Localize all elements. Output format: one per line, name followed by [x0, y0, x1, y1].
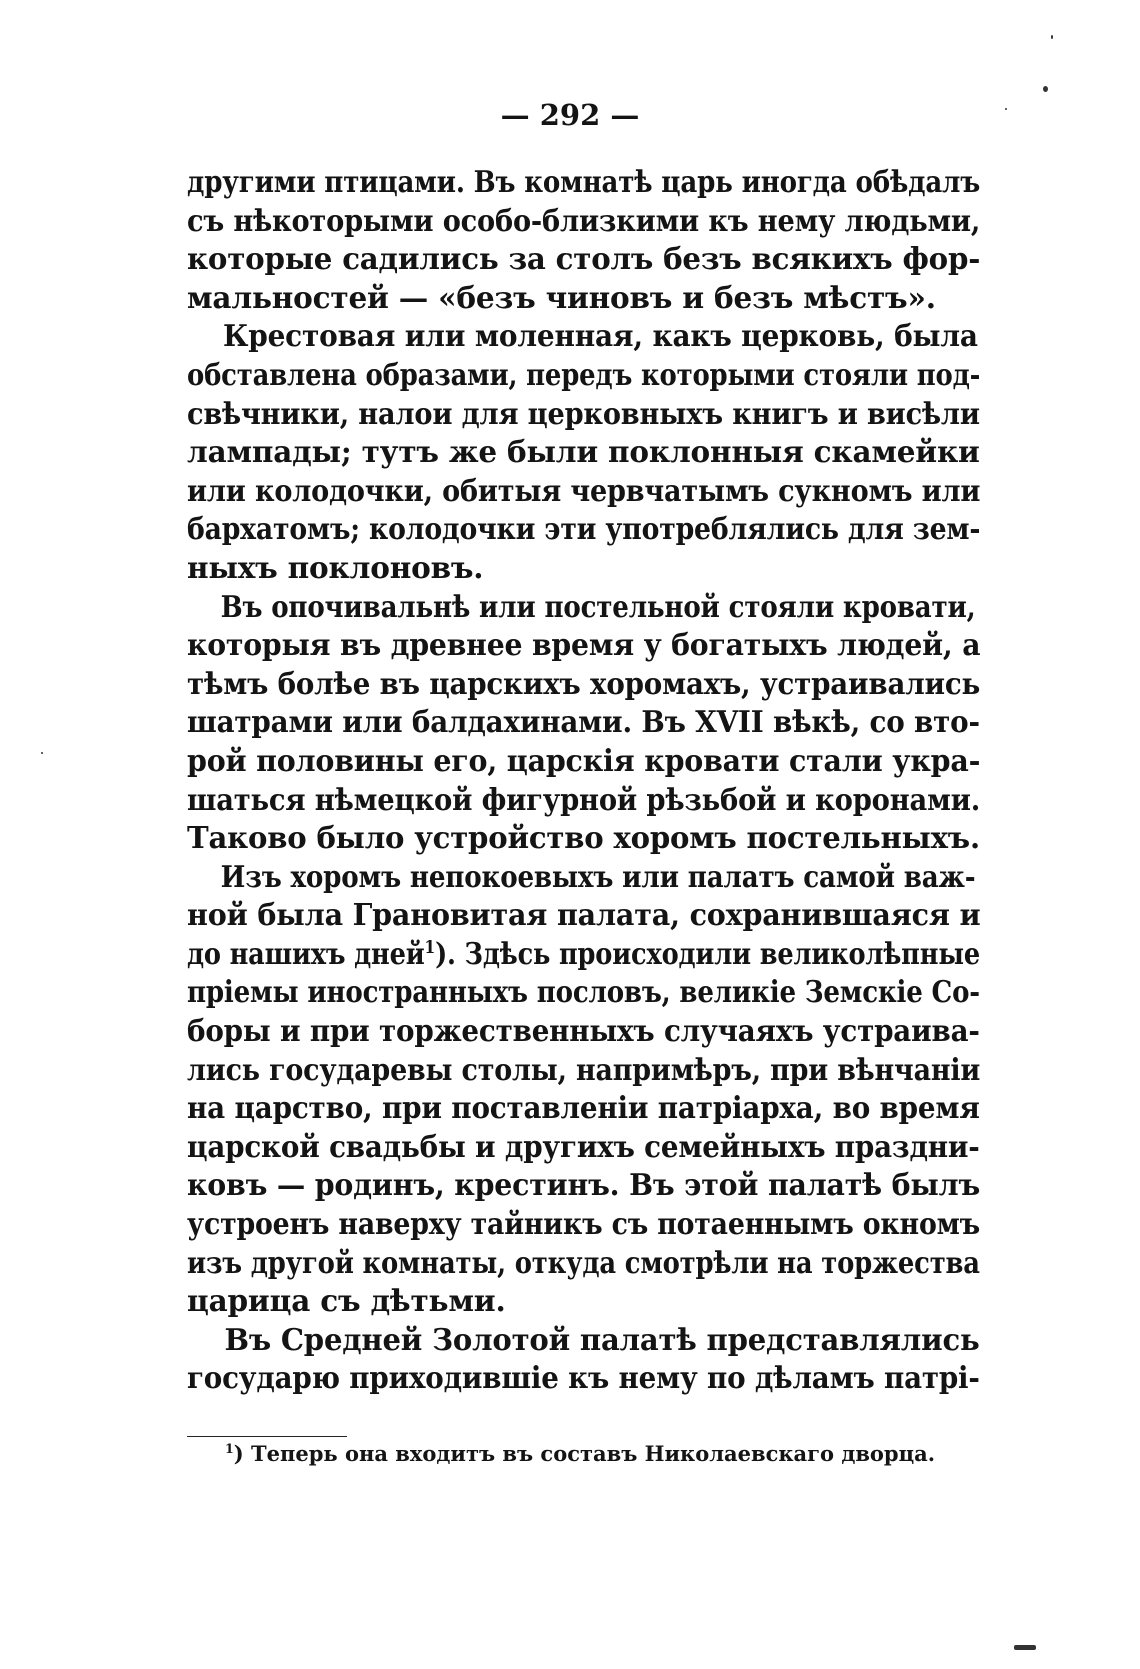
print-speck	[1005, 108, 1007, 110]
text-line: шатрами или балдахинами. Въ XVII вѣкѣ, со вто-	[187, 704, 980, 740]
print-speck	[41, 752, 43, 754]
text-line: Въ Средней Золотой палатѣ представлялись	[224, 1321, 980, 1357]
text-fragment: ). Здѣсь происходили великолѣпные	[435, 935, 980, 971]
text-line: другими птицами. Въ комнатѣ царь иногда обѣдалъ	[187, 164, 981, 199]
text-line: или колодочки, обитыя червчатымъ сукномъ или	[187, 472, 981, 508]
text-line: лампады; тутъ же были поклонныя скамейки	[187, 434, 980, 470]
text-line: Изъ хоромъ непокоевыхъ или палатъ самой важ-	[220, 858, 976, 894]
page-number: — 292 —	[500, 98, 640, 132]
print-speck	[1014, 1645, 1036, 1650]
footnote	[225, 1441, 935, 1466]
text-line-with-footnote	[187, 935, 980, 974]
text-line: свѣчники, налои для церковныхъ книгъ и висѣли	[187, 395, 980, 431]
text-line: мальностей — «безъ чиновъ и безъ мѣстъ».	[187, 279, 936, 315]
text-line: шаться нѣмецкой фигурной рѣзьбой и коронами.	[187, 781, 981, 817]
text-line: Крестовая или моленная, какъ церковь, была	[222, 318, 978, 354]
text-line: царица съ дѣтьми.	[187, 1283, 506, 1319]
text-line: пріемы иностранныхъ пословъ, великіе Земскіе Со-	[187, 974, 980, 1010]
text-line: ной была Грановитая палата, сохранившаяся и	[187, 897, 981, 933]
text-line: изъ другой комнаты, откуда смотрѣли на торжества	[187, 1244, 980, 1280]
print-speck	[1051, 35, 1053, 39]
text-line: рой половины его, царскія кровати стали укра-	[187, 742, 981, 778]
print-speck	[1043, 86, 1048, 92]
footnote-divider	[187, 1436, 347, 1437]
text-line: царской свадьбы и другихъ семейныхъ праздни-	[187, 1128, 980, 1164]
text-line: боры и при торжественныхъ случаяхъ устраива-	[187, 1013, 980, 1049]
text-line: ныхъ поклоновъ.	[187, 549, 484, 585]
text-line: которыя въ древнее время у богатыхъ людей, а	[187, 627, 981, 663]
text-line: ковъ — родинъ, крестинъ. Въ этой палатѣ былъ	[187, 1167, 981, 1203]
footnote-paren: )	[233, 1441, 244, 1466]
text-line: устроенъ наверху тайникъ съ потаеннымъ окномъ	[187, 1206, 981, 1242]
text-line: которые садились за столъ безъ всякихъ фор-	[187, 241, 981, 277]
text-line: на царство, при поставленіи патріарха, во время	[187, 1090, 980, 1126]
text-line: государю приходившіе къ нему по дѣламъ патрі-	[187, 1360, 980, 1396]
footnote-text: Теперь она входитъ въ составъ Николаевскаго дворца.	[251, 1441, 936, 1466]
footnote-reference: 1	[424, 937, 436, 959]
footnote-mark: 1	[225, 1441, 234, 1456]
text-line: съ нѣкоторыми особо-близкими къ нему людьми,	[187, 202, 981, 238]
text-line: тѣмъ болѣе въ царскихъ хоромахъ, устраивались	[187, 665, 981, 701]
text-line: обставлена образами, передъ которыми стояли под-	[187, 356, 981, 392]
text-line: Таково было устройство хоромъ постельныхъ.	[187, 820, 980, 856]
text-line: бархатомъ; колодочки эти употреблялись для зем-	[187, 511, 981, 547]
text-line: лись государевы столы, напримѣръ, при вѣнчаніи	[187, 1051, 981, 1087]
text-line: Въ опочивальнѣ или постельной стояли кровати,	[220, 588, 976, 624]
body-text	[187, 163, 980, 1398]
text-fragment: до нашихъ дней	[187, 935, 425, 971]
